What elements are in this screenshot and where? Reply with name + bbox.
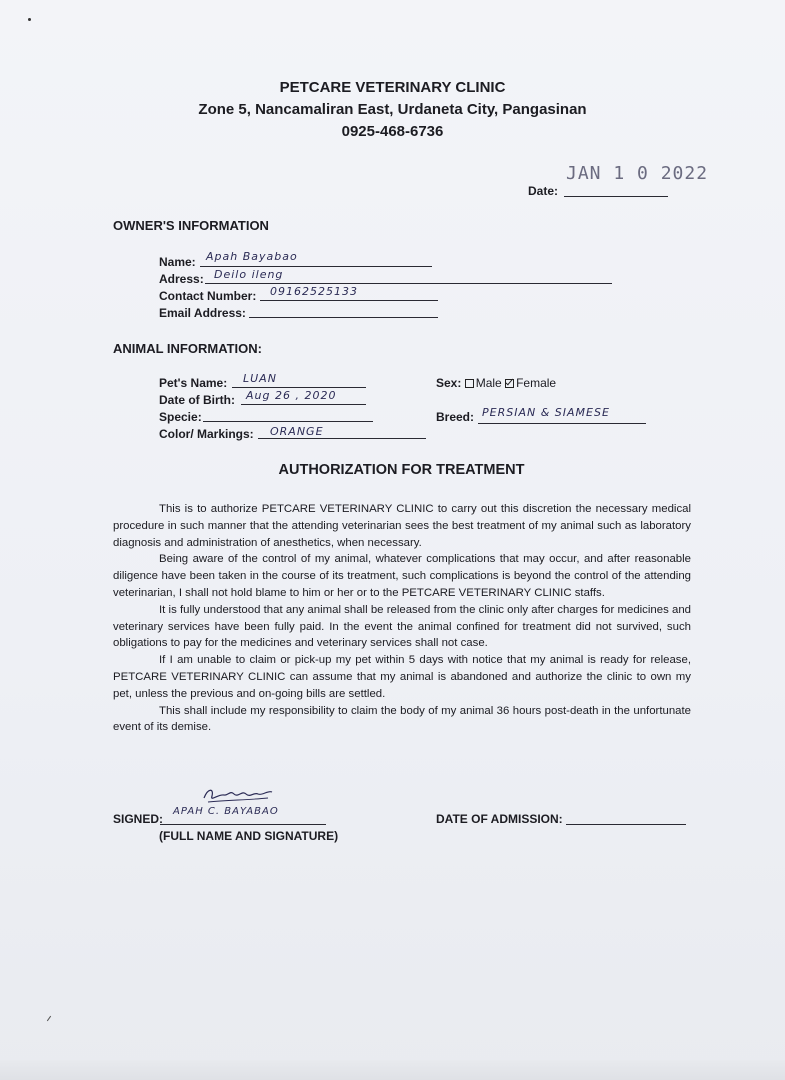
owner-heading: OWNER'S INFORMATION (113, 218, 269, 233)
owner-address-label: Adress: (159, 272, 204, 286)
authorization-paragraph: If I am unable to claim or pick-up my pet within 5 days with notice that my animal is ready for release, PETCARE VETERINARY CLINIC can assume that my animal is abandoned and authorize the clinic to own my pet, unless the previous and on-going bills are settled. (113, 654, 691, 700)
authorization-body (113, 501, 691, 736)
owner-contact-value: 09162525133 (270, 285, 358, 298)
breed-value: PERSIAN & SIAMESE (482, 406, 610, 419)
clinic-address: Zone 5, Nancamaliran East, Urdaneta City, Pangasinan (198, 101, 587, 118)
female-option-label: Female (516, 376, 557, 390)
owner-address-value: Deilo ileng (214, 268, 284, 281)
color-line (258, 438, 426, 439)
specie-label: Specie: (159, 410, 202, 424)
owner-name-line (200, 266, 432, 267)
authorization-paragraph: This shall include my responsibility to claim the body of my animal 36 hours post-death in the unfortunate event of its demise. (113, 704, 691, 734)
scan-mark (47, 1016, 51, 1021)
sex-label: Sex: (436, 376, 462, 390)
authorization-paragraph: This is to authorize PETCARE VETERINARY CLINIC to carry out this discretion the necessary medical procedure in such manner that the attending veterinarian sees the best treatment of my animal such as laboratory diagnosis and administration of anesthetics, when necessary. (113, 503, 691, 549)
color-label: Color/ Markings: (159, 427, 254, 441)
owner-name-label: Name: (159, 255, 196, 269)
clinic-name: PETCARE VETERINARY CLINIC (279, 79, 506, 96)
male-option-label: Male (475, 376, 502, 390)
male-checkbox[interactable] (465, 379, 474, 388)
dob-value: Aug 26 , 2020 (246, 389, 337, 402)
scan-bottom-edge (0, 1060, 785, 1080)
authorization-paragraph: Being aware of the control of my animal, whatever complications that may occur, and after reasonable diligence have been taken in the course of its treatment, such complications is beyond the control of the attending veterinarian, I shall not hold blame to him or her or to the PETCARE VETERINARY CLINIC staffs. (113, 553, 691, 599)
pet-name-line (232, 387, 366, 388)
pet-name-label: Pet's Name: (159, 376, 228, 390)
pet-name-value: LUAN (243, 372, 277, 385)
authorization-paragraph: It is fully understood that any animal shall be released from the clinic only after charges for medicines and veterinary services have been fully paid. In the event the animal confined for treatment did not survived, such obligations to pay for the medicines and veterinary services shall not case. (113, 603, 691, 650)
sex-field (436, 376, 556, 390)
breed-label: Breed: (436, 410, 475, 424)
clinic-phone: 0925-468-6736 (341, 123, 444, 140)
handwritten-signature (198, 780, 278, 808)
signature-caption: (FULL NAME AND SIGNATURE) (159, 829, 339, 843)
scan-speck (28, 18, 31, 21)
date-line (564, 196, 668, 197)
owner-address-line (205, 283, 612, 284)
animal-heading: ANIMAL INFORMATION: (113, 341, 262, 356)
owner-email-label: Email Address: (159, 306, 246, 320)
specie-line (203, 421, 373, 422)
signed-line (160, 824, 326, 825)
signed-label: SIGNED: (113, 812, 164, 826)
signed-name: APAH C. BAYABAO (173, 806, 279, 817)
owner-contact-line (260, 300, 438, 301)
owner-name-value: Apah Bayabao (206, 250, 298, 263)
breed-line (478, 423, 646, 424)
date-stamp: JAN 1 0 2022 (566, 163, 709, 184)
date-label: Date: (528, 184, 559, 198)
female-checkbox[interactable] (505, 379, 514, 388)
admission-line (566, 824, 686, 825)
dob-label: Date of Birth: (159, 393, 235, 407)
color-value: ORANGE (270, 425, 324, 438)
owner-contact-label: Contact Number: (159, 289, 257, 303)
dob-line (241, 404, 366, 405)
owner-email-line (249, 317, 438, 318)
authorization-title: AUTHORIZATION FOR TREATMENT (278, 462, 525, 478)
admission-label: DATE OF ADMISSION: (436, 812, 563, 826)
